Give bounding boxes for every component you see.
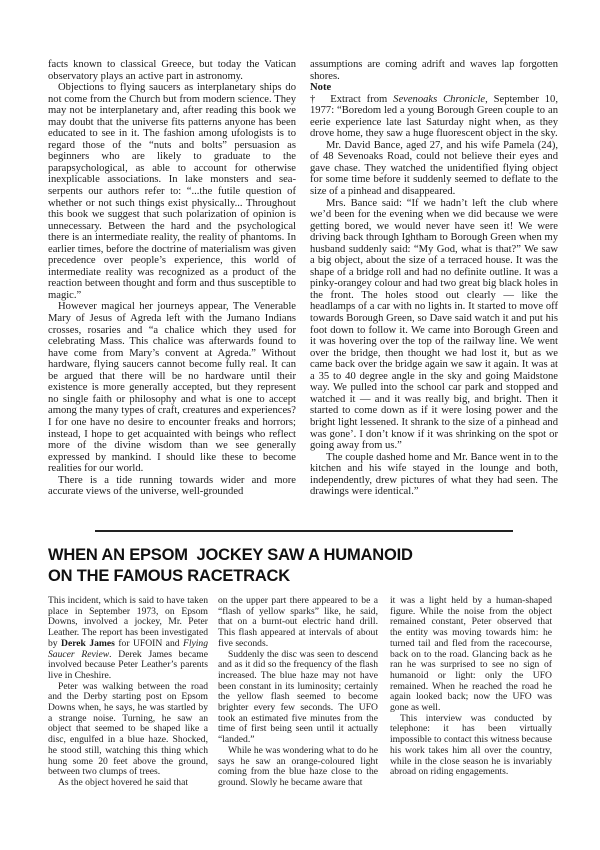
paragraph: There is a tide running towards wider and more accurate views of the universe, well-grounded	[48, 474, 296, 498]
paragraph: This incident, which is said to have taken place in September 1973, on Epsom Downs, involved a jockey, Mr. Peter Leather. The report has been investigated by Derek James for UFOIN and Flying Saucer Review. Derek James became involved because Peter Leather’s parents live in Cheshire.	[48, 595, 209, 681]
note-heading: Note	[310, 82, 332, 94]
author-name: Derek James	[61, 637, 115, 649]
article-column-2	[218, 596, 378, 789]
article-column-3	[390, 596, 552, 778]
publication-title: Flying Saucer Review	[48, 637, 209, 660]
source-title: Sevenoaks Chronicle	[393, 93, 486, 105]
paragraph: Peter was walking between the road and the Derby starting post on Epsom Downs when, he says, he was startled by a strange noise. Turning, he saw an object that seemed to be shaped like a disc, engulfed in a blue haze. Shocked, he stood still, watching this thing which hung some 20 feet above the ground, between two clumps of trees.	[48, 680, 208, 778]
paragraph: it was a light held by a human-shaped figure. While the noise from the object remained constant, Peter observed that the entity was moving towards him: he turned tail and fled from the racecourse, back on to the road. Glancing back as he ran he was surprised to see no sign of humanoid or light: only the UFO remained. When he reached the road he again looked back; now the UFO was gone as well.	[390, 595, 552, 714]
article-column-1	[48, 596, 208, 789]
note-text: † Extract from Sevenoaks Chronicle, September 10, 1977: “Boredom led a young Borough Green couple to an eerie experience late last Saturday night when, as they drove home, they saw a huge fluorescent object in the sky.	[310, 93, 559, 140]
paragraph: Mrs. Bance said: “If we hadn’t left the club where we’d been for the evening when we did because we were getting bored, we would never have seen it! We were driving back through Ightham to Borough Green when my husband suddenly said: “My God, what is that?” We saw a big object, about the size of a terraced house. It was the shape of a bridge roll and had no definite outline. It was a pinky-orangey colour and had two great big black holes in the front. The holes stood out clearly — like the headlamps of a car with no lights in. It started to move off towards Borough Green, so Dave said watch it and put his foot down to follow it. We came into Borough Green and it was hovering over the top of the railway line. We went over the bridge, then thought we had lost it, but as we came back over the bridge again we saw it again. It was at a 35 to 40 degree angle in the sky and going Maidstone way. We pulled into the school car park and stopped and watched it — and it was really big, and bright. Then it started to come down as if it were losing power and the bright light lessened. It shrank to the size of a pinhead and was gone’. I don’t know if it was shrinking on the spot or going away from us.”	[310, 197, 558, 452]
paragraph: on the upper part there appeared to be a “flash of yellow sparks” like, he said, that on a burnt-out electric hand drill. This flash appeared at intervals of about five seconds.	[218, 595, 378, 649]
top-left-column	[48, 59, 296, 498]
paragraph: Mr. David Bance, aged 27, and his wife Pamela (24), of 48 Sevenoaks Road, could not believe their eyes and gave chase. They watched the unidentified flying object for some time before it suddenly seemed to deflate to the size of a pinhead and disappeared.	[310, 139, 558, 198]
paragraph: Objections to flying saucers as interplanetary ships do not come from the Church but from modern science. They may not be interplanetary and, after reading this book we may doubt that the universe fits patterns anyone has been educated to see in it. The fashion among ufologists is to regard those of the “nuts and bolts” persuasion as beginners who are likely to graduate to the parapsychological, as able to account for otherwise inexplicable associations. In lake monsters and sea-serpents our authors refer to: “...the futile question of whether or not such things exist physically... Throughout this book we suggest that such polarization of opinion is unnecessary. Between the hard and the psychological there is an intermediate reality, the reality of phantoms. In earlier times, before the doctrine of materialism was given precedence over people’s experience, this world of intermediate reality was recognized as a product of the reaction between thought and form and thus susceptible to magic.”	[48, 82, 296, 301]
paragraph: As the object hovered he said that	[58, 776, 189, 788]
paragraph: assumptions are coming adrift and waves lap forgotten shores.	[310, 59, 558, 82]
article-headline	[48, 545, 568, 587]
paragraph: facts known to classical Greece, but today the Vatican observatory plays an active part in astronomy.	[48, 59, 296, 82]
paragraph: This interview was conducted by telephone: it has been virtually impossible to contact this witness because his work takes him all over the country, while in the close season he is invariably abroad on riding engagements.	[390, 712, 552, 778]
section-divider	[95, 530, 513, 532]
dagger-mark: †	[310, 93, 319, 105]
headline-line-2: ON THE FAMOUS RACETRACK	[48, 567, 290, 585]
paragraph: However magical her journeys appear, The Venerable Mary of Jesus of Agreda left with the Jumano Indians crosses, rosaries and “a chalice which they used for celebrating Mass. This chalice was afterwards found to have come from Mary’s convent at Agreda.” Without hardware, flying saucers cannot become fully real. It can be argued that there will be no hardware until their existence is more generally accepted, but they represent no single faith or philosophy and what is one to accept among the many types of craft, creatures and experiences? I for one have no desire to encounter freaks and horrors; instead, I hope to get acquainted with beings who reflect more of the divine wisdom than we see generally expressed by mankind. I should like these to become realities for our world.	[48, 301, 296, 475]
top-right-column	[310, 59, 558, 498]
paragraph: While he was wondering what to do he says he saw an orange-coloured light coming from the blue haze close to the ground. Slowly he became aware that	[218, 744, 378, 788]
headline-line-1: WHEN AN EPSOM JOCKEY SAW A HUMANOID	[48, 546, 413, 564]
paragraph: Suddenly the disc was seen to descend and as it did so the frequency of the flash increased. The blue haze may not have been constant in its luminosity; certainly the yellow flash seemed to become brighter every few seconds. The UFO took an estimated five minutes from the time of first being seen until it actually “landed.”	[218, 648, 378, 746]
paragraph: The couple dashed home and Mr. Bance went in to the kitchen and his wife stayed in the lounge and both, independently, drew pictures of what they had seen. The drawings were identical.”	[310, 451, 558, 498]
